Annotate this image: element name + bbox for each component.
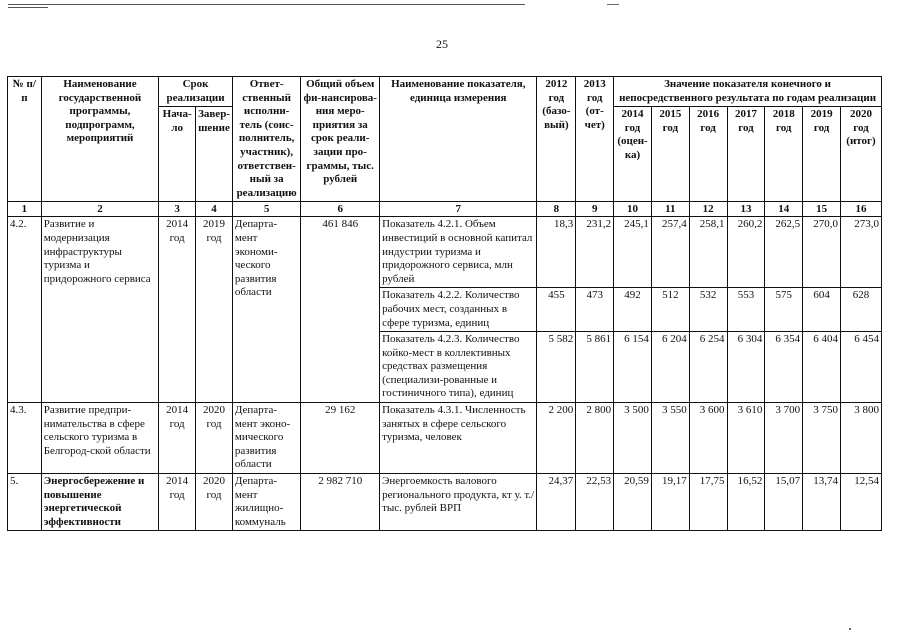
index-cell: 4 — [196, 202, 233, 217]
value-cell: 3 800 — [840, 403, 881, 474]
row-start: 2014 год — [159, 403, 196, 474]
value-cell: 3 550 — [651, 403, 689, 474]
scan-speck — [849, 628, 851, 630]
value-cell: 6 404 — [803, 332, 841, 403]
value-cell: 3 500 — [614, 403, 652, 474]
row-volume: 2 982 710 — [301, 474, 380, 531]
row-num: 5. — [8, 474, 42, 531]
header-num: № п/п — [8, 77, 42, 202]
row-responsible: Департа-мент жилищно-коммуналь — [232, 474, 300, 531]
header-term: Срок реализации — [159, 77, 233, 107]
value-cell: 17,75 — [689, 474, 727, 531]
row-end: 2020 год — [196, 403, 233, 474]
value-cell: 3 750 — [803, 403, 841, 474]
header-indicator: Наименование показателя, единица измерения — [380, 77, 537, 202]
index-cell: 16 — [840, 202, 881, 217]
header-year: 2014 год (оцен-ка) — [614, 107, 652, 202]
index-cell: 14 — [765, 202, 803, 217]
row-responsible: Департа-мент эконо-мического развития области — [232, 403, 300, 474]
value-cell: 553 — [727, 288, 765, 332]
table-row — [8, 474, 882, 531]
row-volume: 461 846 — [301, 217, 380, 403]
row-name: Энергосбережение и повышение энергетической эффективности — [41, 474, 159, 531]
value-cell: 6 254 — [689, 332, 727, 403]
value-cell: 532 — [689, 288, 727, 332]
value-cell: 6 354 — [765, 332, 803, 403]
row-end: 2019 год — [196, 217, 233, 403]
value-cell: 5 582 — [537, 332, 576, 403]
value-cell: 3 600 — [689, 403, 727, 474]
header-row-1 — [8, 77, 882, 107]
value-cell: 3 700 — [765, 403, 803, 474]
header-values: Значение показателя конечного и непосредственного результата по годам реализации — [614, 77, 882, 107]
value-cell: 473 — [576, 288, 614, 332]
value-cell: 455 — [537, 288, 576, 332]
index-row — [8, 202, 882, 217]
value-cell: 245,1 — [614, 217, 652, 288]
value-cell: 604 — [803, 288, 841, 332]
index-cell: 1 — [8, 202, 42, 217]
indicator-name: Показатель 4.2.3. Количество койко-мест в коллективных средствах размещения (специализи-рованные и гостиничного типа), единиц — [380, 332, 537, 403]
header-2013: 2013 год (от-чет) — [576, 77, 614, 202]
value-cell: 512 — [651, 288, 689, 332]
indicator-name: Энергоемкость валового регионального продукта, кт у. т./тыс. рублей ВРП — [380, 474, 537, 531]
value-cell: 2 800 — [576, 403, 614, 474]
value-cell: 6 204 — [651, 332, 689, 403]
value-cell: 575 — [765, 288, 803, 332]
indicators-table — [7, 76, 882, 531]
value-cell: 628 — [840, 288, 881, 332]
header-responsible: Ответ-ственный исполни-тель (соис-полнитель, участник), ответствен-ный за реализацию — [232, 77, 300, 202]
value-cell: 260,2 — [727, 217, 765, 288]
index-cell: 6 — [301, 202, 380, 217]
index-cell: 13 — [727, 202, 765, 217]
row-name: Развитие предпри-нимательства в сфере сельского туризма в Белгород-ской области — [41, 403, 159, 474]
row-name: Развитие и модернизация инфраструктуры туризма и придорожного сервиса — [41, 217, 159, 403]
index-cell: 9 — [576, 202, 614, 217]
row-end: 2020 год — [196, 474, 233, 531]
top-rule-right — [607, 4, 619, 5]
top-rule — [8, 4, 525, 5]
header-year: 2017 год — [727, 107, 765, 202]
value-cell: 12,54 — [840, 474, 881, 531]
value-cell: 24,37 — [537, 474, 576, 531]
value-cell: 2 200 — [537, 403, 576, 474]
value-cell: 262,5 — [765, 217, 803, 288]
indicator-name: Показатель 4.2.2. Количество рабочих мест, созданных в сфере туризма, единиц — [380, 288, 537, 332]
value-cell: 18,3 — [537, 217, 576, 288]
row-start: 2014 год — [159, 217, 196, 403]
row-num: 4.3. — [8, 403, 42, 474]
header-year: 2019 год — [803, 107, 841, 202]
value-cell: 22,53 — [576, 474, 614, 531]
index-cell: 15 — [803, 202, 841, 217]
indicator-name: Показатель 4.2.1. Объем инвестиций в основной капитал индустрии туризма и придорожного сервиса, млн рублей — [380, 217, 537, 288]
value-cell: 273,0 — [840, 217, 881, 288]
value-cell: 270,0 — [803, 217, 841, 288]
index-cell: 11 — [651, 202, 689, 217]
value-cell: 6 154 — [614, 332, 652, 403]
value-cell: 6 454 — [840, 332, 881, 403]
row-responsible: Департа-мент экономи-ческого развития области — [232, 217, 300, 403]
value-cell: 16,52 — [727, 474, 765, 531]
header-end: Завер-шение — [196, 107, 233, 202]
table-row — [8, 403, 882, 474]
page-number: 25 — [436, 37, 448, 51]
value-cell: 6 304 — [727, 332, 765, 403]
index-cell: 5 — [232, 202, 300, 217]
value-cell: 20,59 — [614, 474, 652, 531]
header-2012: 2012 год (базо-вый) — [537, 77, 576, 202]
value-cell: 3 610 — [727, 403, 765, 474]
header-year: 2018 год — [765, 107, 803, 202]
index-cell: 8 — [537, 202, 576, 217]
top-rule-short — [8, 7, 48, 8]
row-volume: 29 162 — [301, 403, 380, 474]
header-volume: Общий объем фи-нансирова-ния меро-приятия за срок реали-зации про-граммы, тыс. рублей — [301, 77, 380, 202]
value-cell: 5 861 — [576, 332, 614, 403]
index-cell: 7 — [380, 202, 537, 217]
table-row — [8, 217, 882, 288]
index-cell: 2 — [41, 202, 159, 217]
indicator-name: Показатель 4.3.1. Численность занятых в сфере сельского туризма, человек — [380, 403, 537, 474]
value-cell: 19,17 — [651, 474, 689, 531]
row-num: 4.2. — [8, 217, 42, 403]
row-start: 2014 год — [159, 474, 196, 531]
value-cell: 258,1 — [689, 217, 727, 288]
header-name: Наименование государственной программы, подпрограмм, мероприятий — [41, 77, 159, 202]
value-cell: 15,07 — [765, 474, 803, 531]
header-year: 2020 год (итог) — [840, 107, 881, 202]
index-cell: 12 — [689, 202, 727, 217]
header-year: 2015 год — [651, 107, 689, 202]
header-start: Нача-ло — [159, 107, 196, 202]
value-cell: 492 — [614, 288, 652, 332]
header-year: 2016 год — [689, 107, 727, 202]
index-cell: 3 — [159, 202, 196, 217]
index-cell: 10 — [614, 202, 652, 217]
value-cell: 13,74 — [803, 474, 841, 531]
value-cell: 257,4 — [651, 217, 689, 288]
value-cell: 231,2 — [576, 217, 614, 288]
